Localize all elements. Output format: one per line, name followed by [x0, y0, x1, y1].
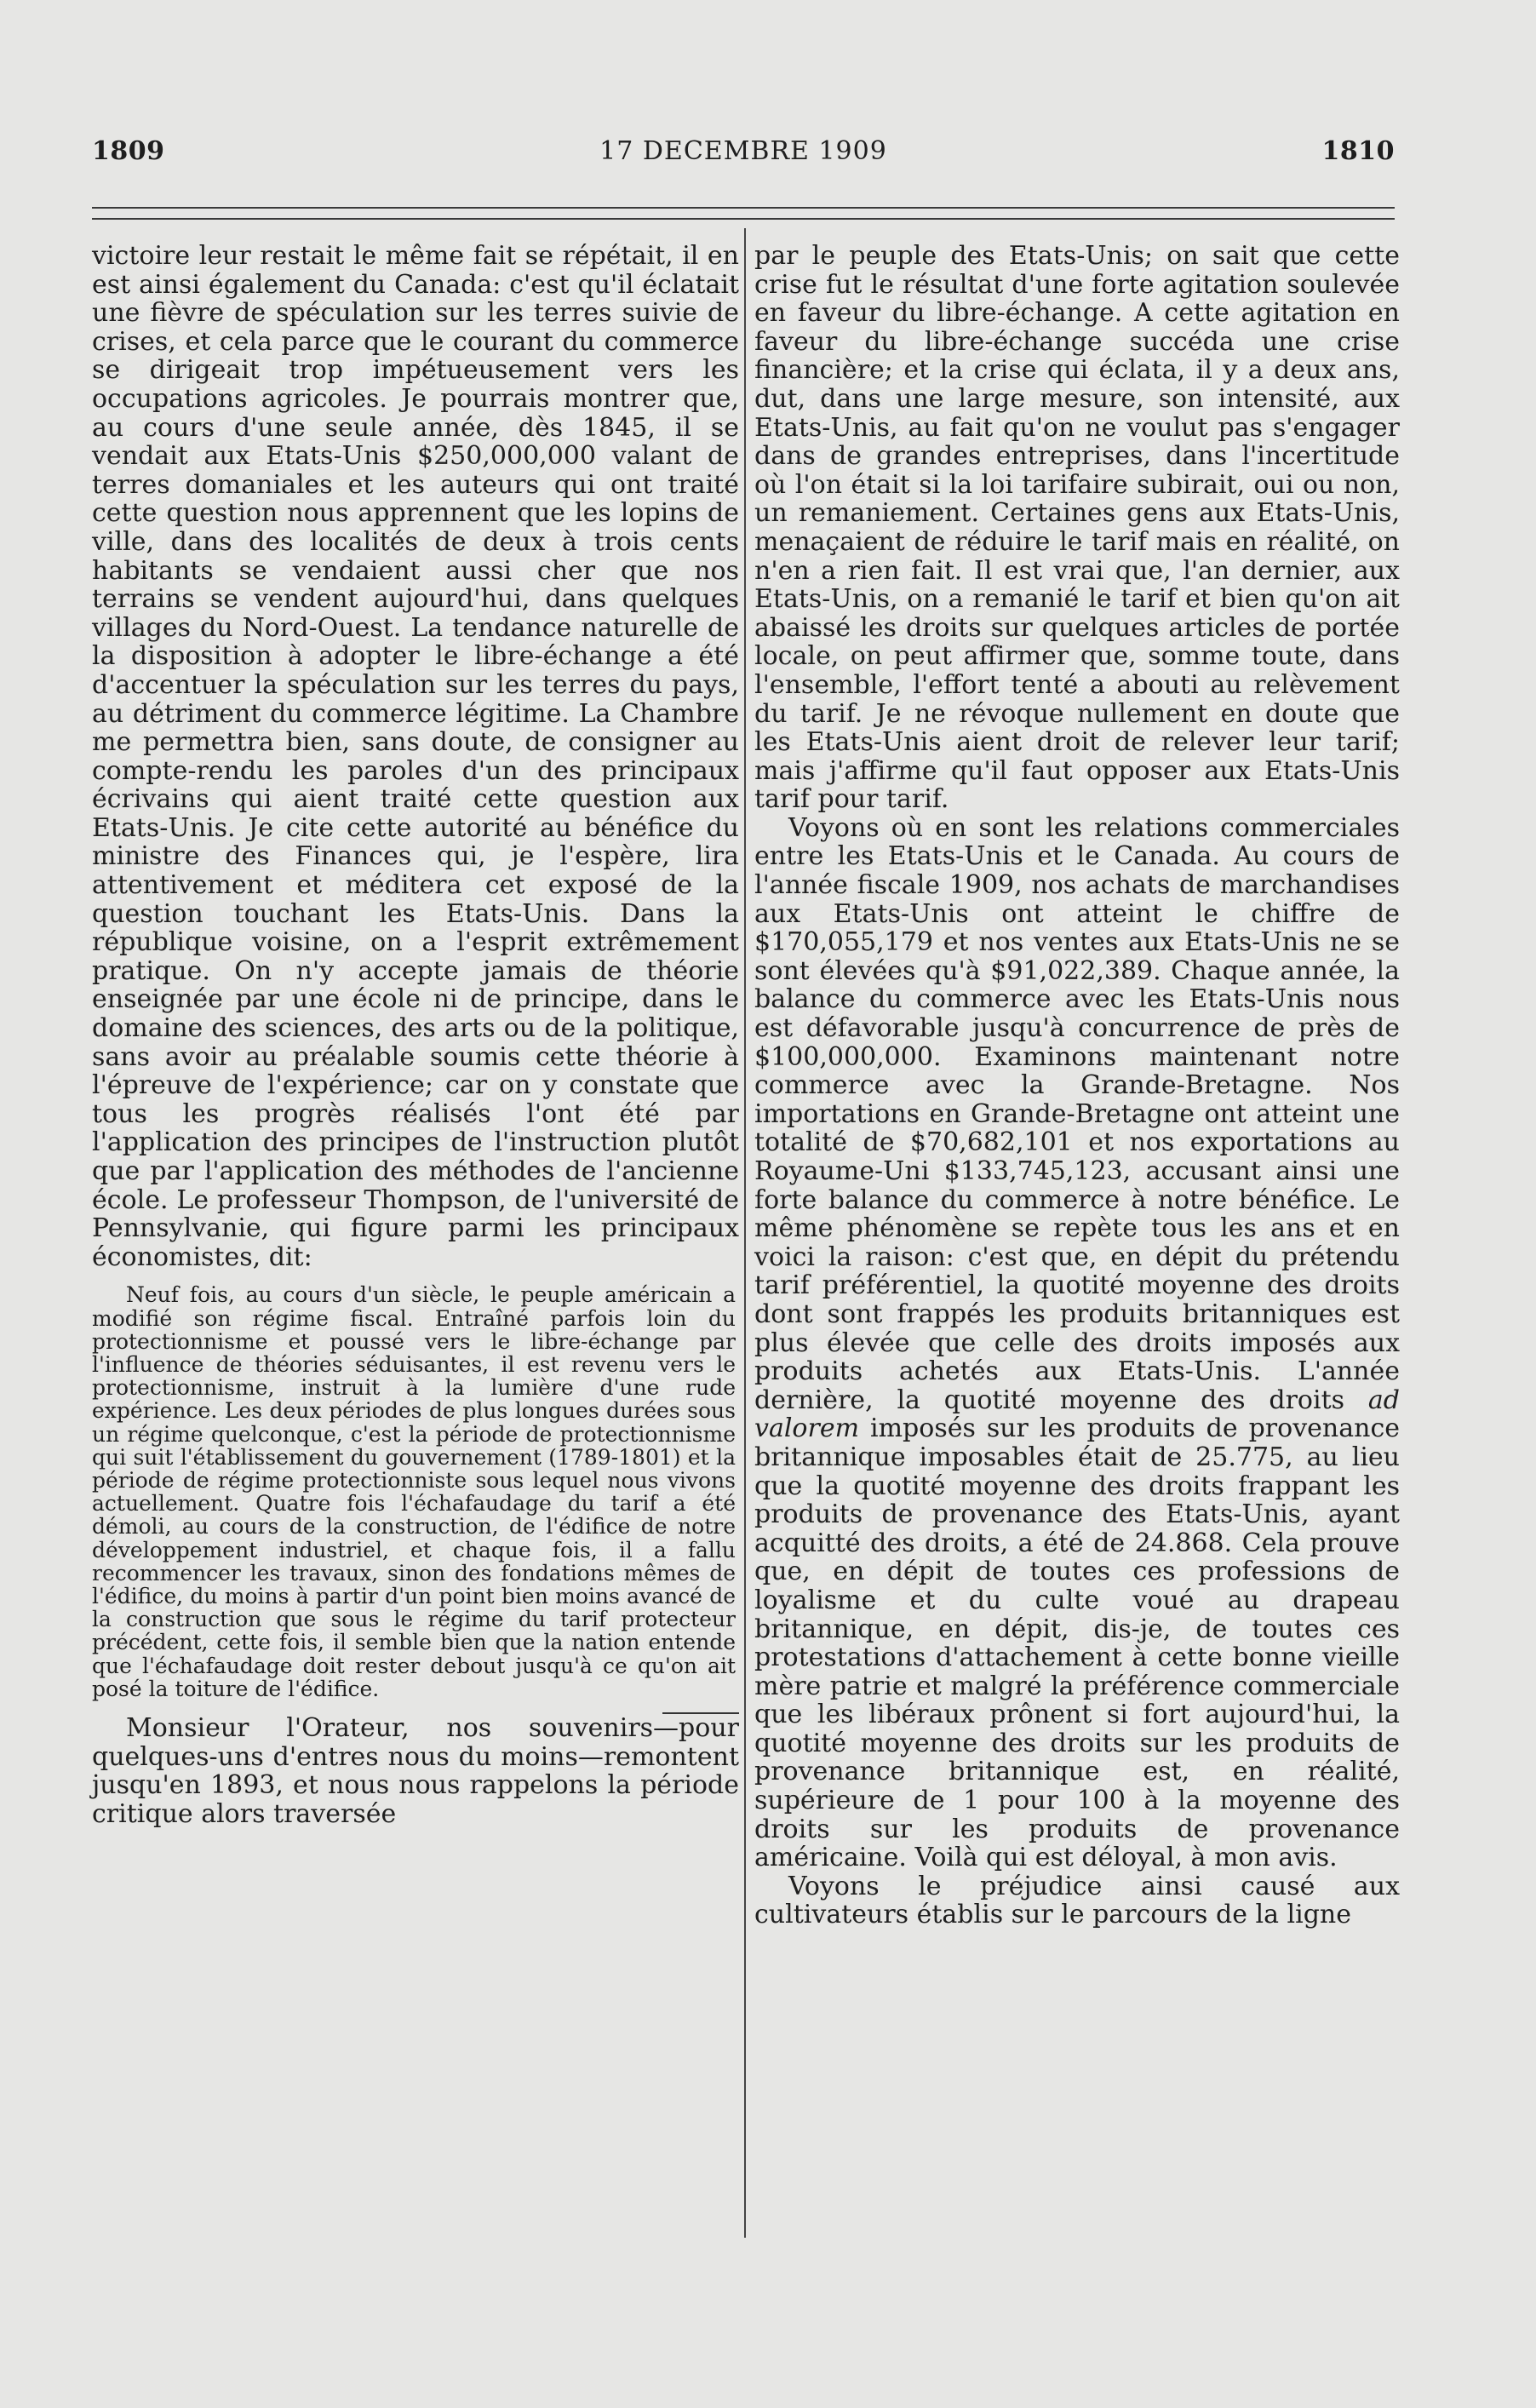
header-rule-bottom	[92, 218, 1395, 220]
right-page-number: 1810	[1321, 136, 1395, 166]
left-page-number: 1809	[92, 136, 165, 166]
right-paragraph-2-part-b: imposés sur les produits de provenance britannique imposables était de 25.775, au lieu que la quotité moyenne des droits frappant les produits de provenance des Etats-Unis, ayant acquitté des droits, a été de 24.868. Cela prouve que, en dépit de toutes ces professions de loyalisme et du culte voué au drapeau britannique, en dépit, dis-je, de toutes ces protestations d'attachement à cette bonne vieille mère patrie et malgré la préférence commerciale que les libéraux prônent si fort aujourd'hui, la quotité moyenne des droits sur les produits de provenance britannique est, en réalité, supérieure de 1 pour 100 à la moyenne des droits sur les produits de provenance américaine. Voilà qui est déloyal, à mon avis.	[754, 1413, 1400, 1873]
left-paragraph-2: Monsieur l'Orateur, nos souvenirs—pour quelques-uns d'entres nous du moins—remontent jusqu'en 1893, et nous nous rappelons la période critique alors traversée	[92, 1713, 739, 1829]
quote-text: Neuf fois, au cours d'un siècle, le peuple américain a modifié son régime fiscal. Entraîné parfois loin du protectionnisme et poussé vers le libre-échange par l'influence de théories séduisantes, il est revenu vers le protectionnisme, instruit à la lumière d'une rude expérience. Les deux périodes de plus longues durées sous un régime quelconque, c'est la période de protectionnisme qui suit l'établissement du gouvernement (1789-1801) et la période de régime protectionniste sous lequel nous vivons actuellement. Quatre fois l'échafaudage du tarif a été démoli, au cours de la construction, de l'édifice de notre développement industriel, et chaque fois, il a fallu recommencer les travaux, sinon des fondations mêmes de l'édifice, du moins à partir d'un point bien moins avancé de la construction que sous le régime du tarif protecteur précédent, cette fois, il semble bien que la nation entende que l'échafaudage doit rester debout jusqu'à ce qu'on ait posé la toiture de l'édifice.	[92, 1282, 736, 1701]
left-paragraph-1: victoire leur restait le même fait se répétait, il en est ainsi également du Canada: c'est qu'il éclatait une fièvre de spéculation sur les terres suivie de crises, et cela parce que le courant du commerce se dirigeait trop impétueusement vers les occupations agricoles. Je pourrais montrer que, au cours d'une seule année, dès 1845, il se vendait aux Etats-Unis $250,000,000 valant de terres domaniales et les auteurs qui ont traité cette question nous apprennent que les lopins de ville, dans des localités de deux à trois cents habitants se vendaient aussi cher que nos terrains se vendent aujourd'hui, dans quelques villages du Nord-Ouest. La tendance naturelle de la disposition à adopter le libre-échange a été d'accentuer la spéculation sur les terres du pays, au détriment du commerce légitime. La Chambre me permettra bien, sans doute, de consigner au compte-rendu les paroles d'un des principaux écrivains qui aient traité cette question aux Etats-Unis. Je cite cette autorité au bénéfice du ministre des Finances qui, je l'espère, lira attentivement et méditera cet exposé de la question touchant les Etats-Unis. Dans la république voisine, on a l'esprit extrêmement pratique. On n'y accepte jamais de théorie enseignée par une école ni de principe, dans le domaine des sciences, des arts ou de la politique, sans avoir au préalable soumis cette théorie à l'épreuve de l'expérience; car on y constate que tous les progrès réalisés l'ont été par l'application des principes de l'instruction plutôt que par l'application des méthodes de l'ancienne école. Le professeur Thompson, de l'université de Pennsylvanie, qui figure parmi les principaux économistes, dit:	[92, 241, 739, 1272]
left-column	[92, 242, 739, 1828]
header-rule-top	[92, 207, 1395, 209]
right-paragraph-2	[754, 814, 1400, 1872]
ad-valorem-italic: ad valorem	[754, 1385, 1400, 1444]
right-paragraph-1: par le peuple des Etats-Unis; on sait que cette crise fut le résultat d'une forte agitation soulevée en faveur du libre-échange. A cette agitation en faveur du libre-échange succéda une crise financière; et la crise qui éclata, il y a deux ans, dut, dans une large mesure, son intensité, aux Etats-Unis, au fait qu'on ne voulut pas s'engager dans de grandes entreprises, dans l'incertitude où l'on était si la loi tarifaire subirait, oui ou non, un remaniement. Certaines gens aux Etats-Unis, menaçaient de réduire le tarif mais en réalité, on n'en a rien fait. Il est vrai que, l'an dernier, aux Etats-Unis, on a remanié le tarif et bien qu'on ait abaissé les droits sur quelques articles de portée locale, on peut affirmer que, somme toute, dans l'ensemble, l'effort tenté a abouti au relèvement du tarif. Je ne révoque nullement en doute que les Etats-Unis aient droit de relever leur tarif; mais j'affirme qu'il faut opposer aux Etats-Unis tarif pour tarif.	[754, 241, 1400, 815]
right-column	[754, 242, 1400, 1929]
header-date: 17 DECEMBRE 1909	[599, 136, 887, 166]
page-header	[92, 136, 1395, 166]
right-paragraph-2-part-a: Voyons où en sont les relations commerciales entre les Etats-Unis et le Canada. Au cours de l'année fiscale 1909, nos achats de marchandises aux Etats-Unis ont atteint le chiffre de $170,055,179 et nos ventes aux Etats-Unis ne se sont élevées qu'à $91,022,389. Chaque année, la balance du commerce avec les Etats-Unis nous est défavorable jusqu'à concurrence de près de $100,000,000. Examinons maintenant notre commerce avec la Grande-Bretagne. Nos importations en Grande-Bretagne ont atteint une totalité de $70,682,101 et nos exportations au Royaume-Uni $133,745,123, accusant ainsi une forte balance du commerce à notre bénéfice. Le même phénomène se repète tous les ans et en voici la raison: c'est que, en dépit du prétendu tarif préférentiel, la quotité moyenne des droits dont sont frappés les produits britanniques est plus élevée que celle des droits imposés aux produits achetés aux Etats-Unis. L'année dernière, la quotité moyenne des droits	[754, 812, 1400, 1415]
column-divider	[744, 228, 746, 2238]
block-quote	[92, 1283, 739, 1700]
right-paragraph-3: Voyons le préjudice ainsi causé aux cultivateurs établis sur le parcours de la ligne	[754, 1871, 1400, 1930]
